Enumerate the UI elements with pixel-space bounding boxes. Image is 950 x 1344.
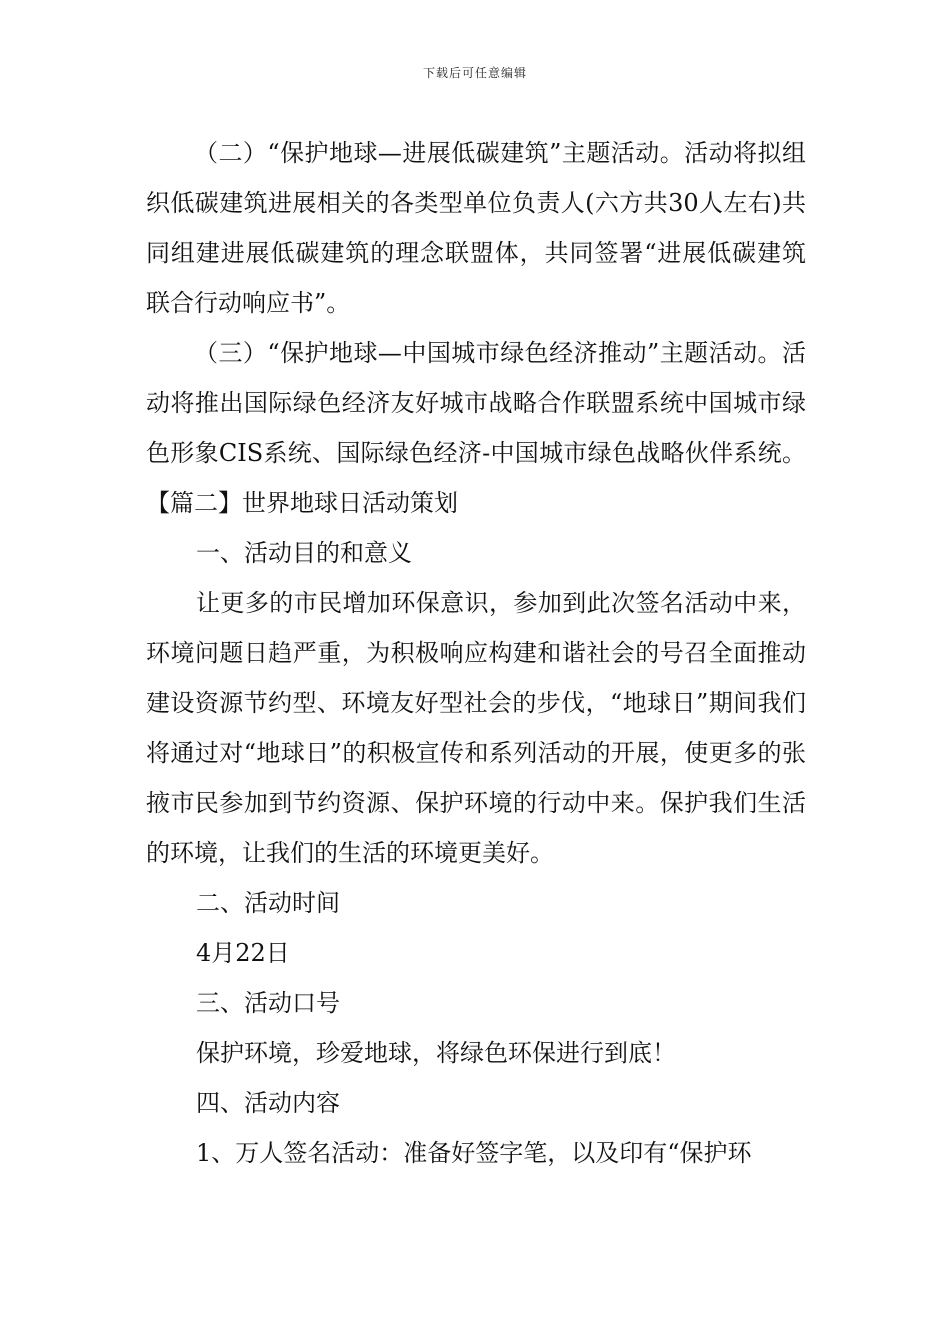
heading-content: 四、活动内容 [196, 1089, 340, 1117]
heading-purpose: 一、活动目的和意义 [196, 539, 412, 567]
paragraph-slogan: 保护环境，珍爱地球，将绿色环保进行到底！ [196, 1039, 676, 1067]
paragraph-section-3: （三）“保护地球—中国城市绿色经济推动”主题活动。活动将推出国际绿色经济友好城市战略合作联盟系统中国城市绿色形象CIS系统、国际绿色经济-中国城市绿色战略伙伴系统。【篇二】世界地球日活动策划 [146, 339, 806, 517]
paragraph-purpose: 让更多的市民增加环保意识，参加到此次签名活动中来，环境问题日趋严重，为积极响应构建和谐社会的号召全面推动建设资源节约型、环境友好型社会的步伐，“地球日”期间我们将通过对“地球日”的积极宣传和系列活动的开展，使更多的张掖市民参加到节约资源、保护环境的行动中来。保护我们生活的环境，让我们的生活的环境更美好。 [146, 589, 806, 867]
heading-time: 二、活动时间 [196, 889, 340, 917]
page-header: 下载后可任意编辑 [422, 66, 527, 80]
document-body [146, 128, 806, 1178]
paragraph-section-2: （二）“保护地球—进展低碳建筑”主题活动。活动将拟组织低碳建筑进展相关的各类型单位负责人(六方共30人左右)共同组建进展低碳建筑的理念联盟体，共同签署“进展低碳建筑联合行动响应书”。 [146, 139, 806, 317]
paragraph-time: 4月22日 [196, 939, 290, 967]
heading-slogan: 三、活动口号 [196, 989, 340, 1017]
paragraph-content-1: 1、万人签名活动：准备好签字笔，以及印有“保护环 [196, 1139, 752, 1167]
